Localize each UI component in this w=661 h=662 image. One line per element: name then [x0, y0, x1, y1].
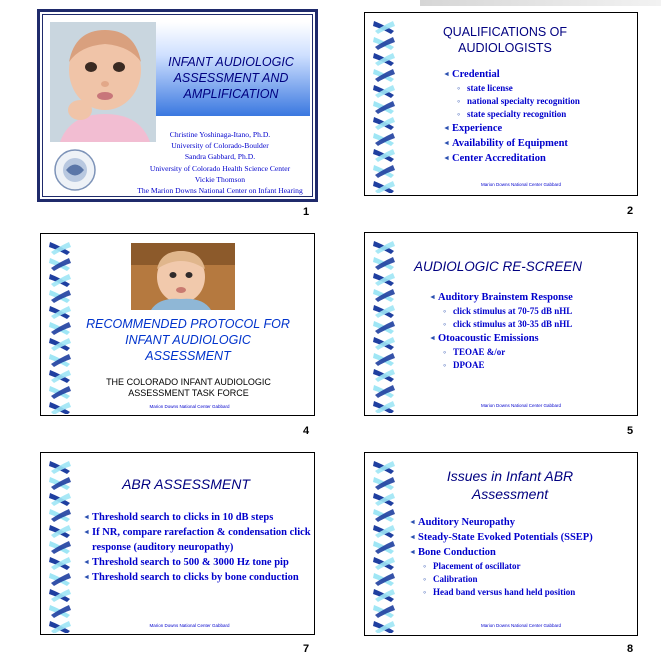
dna-helix-graphic — [371, 17, 397, 193]
slide-number: 2 — [627, 205, 634, 217]
slide-7-thumbnail[interactable] — [40, 452, 315, 635]
sub-bullet-item: ◦ TEOAE &/or — [429, 346, 634, 359]
bullet-item: ◄ Auditory Neuropathy — [409, 515, 634, 530]
slide-footer: Marion Downs National Center Gabbard — [480, 403, 562, 408]
bullet-item: ◄ Auditory Brainstem Response — [429, 290, 634, 305]
sub-bullet-item: ◦ DPOAE — [429, 359, 634, 372]
bullet-item: ◄ Experience — [443, 121, 638, 136]
dna-helix-graphic — [371, 457, 397, 633]
bullet-list — [409, 515, 634, 599]
bullet-item: ◄ Otoacoustic Emissions — [429, 331, 634, 346]
slide-footer: Marion Downs National Center Gabbard — [149, 404, 230, 409]
center-logo — [54, 149, 96, 191]
bullet-list — [443, 67, 638, 166]
bullet-list — [83, 510, 313, 585]
bullet-item: ◄ If NR, compare rarefaction & condensation click response (auditory neuropathy) — [83, 525, 313, 555]
credit-line: Christine Yoshinaga-Itano, Ph.D. — [169, 130, 271, 139]
sub-bullet-item: ◦ click stimulus at 70-75 dB nHL — [429, 305, 634, 318]
bullet-item: ◄ Availability of Equipment — [443, 136, 638, 151]
credit-line: Vickie Thomson — [194, 174, 246, 184]
sub-bullet-item: ◦ state specialty recognition — [443, 108, 638, 121]
slide-footer: Marion Downs National Center Gabbard — [480, 623, 562, 628]
sub-bullet-item: ◦ state license — [443, 82, 638, 95]
dna-helix-graphic — [47, 457, 73, 633]
slide-title: ABR ASSESSMENT — [122, 476, 250, 492]
credit-line: The Marion Downs National Center on Infant Hearing — [137, 186, 303, 196]
sub-bullet-item: ◦ Head band versus hand held position — [409, 586, 634, 599]
bullet-item: ◄ Steady-State Evoked Potentials (SSEP) — [409, 530, 634, 545]
slide-number: 1 — [303, 206, 310, 218]
bullet-item: ◄ Threshold search to clicks by bone conduction — [83, 570, 313, 585]
slide-title: QUALIFICATIONS OF AUDIOLOGISTS — [442, 25, 568, 55]
bullet-item: ◄ Bone Conduction — [409, 545, 634, 560]
slide-4-thumbnail[interactable] — [40, 233, 315, 416]
slide-footer: Marion Downs National Center Gabbard — [480, 182, 562, 187]
slide-5-thumbnail[interactable] — [364, 232, 638, 416]
credit-line: University of Colorado-Boulder — [171, 141, 269, 151]
slide-number: 7 — [303, 643, 310, 655]
slide-2-thumbnail[interactable] — [364, 12, 638, 196]
slide-number: 5 — [627, 425, 634, 437]
bullet-item: ◄ Threshold search to 500 & 3000 Hz tone pip — [83, 555, 313, 570]
bullet-item: ◄ Credential — [443, 67, 638, 82]
sub-bullet-item: ◦ click stimulus at 30-35 dB nHL — [429, 318, 634, 331]
credits-block — [122, 129, 318, 196]
sub-bullet-item: ◦ Calibration — [409, 573, 634, 586]
baby-photo — [131, 243, 235, 310]
slide-number: 8 — [627, 643, 634, 655]
bullet-item: ◄ Center Accreditation — [443, 151, 638, 166]
top-strip — [420, 0, 661, 6]
sub-bullet-item: ◦ national specialty recognition — [443, 95, 638, 108]
slide-8-thumbnail[interactable] — [364, 452, 638, 636]
slide-title: Issues in Infant ABR Assessment — [446, 468, 574, 502]
bullet-item: ◄ Threshold search to clicks in 10 dB steps — [83, 510, 313, 525]
credit-line: University of Colorado Health Science Center — [149, 163, 291, 173]
dna-helix-graphic — [371, 237, 397, 413]
sub-bullet-item: ◦ Placement of oscillator — [409, 560, 634, 573]
bullet-list — [429, 290, 634, 372]
baby-photo — [50, 22, 156, 142]
slide-title: AUDIOLOGIC RE-SCREEN — [413, 259, 583, 274]
slide-title: RECOMMENDED PROTOCOL FOR INFANT AUDIOLOGIC ASSESSMENT — [86, 317, 290, 363]
dna-helix-graphic — [47, 238, 73, 414]
slide-subtitle: THE COLORADO INFANT AUDIOLOGIC ASSESSMENT TASK FORCE — [106, 377, 271, 398]
slide-1-thumbnail[interactable] — [37, 9, 318, 202]
slide-title: INFANT AUDIOLOGIC ASSESSMENT AND AMPLIFICATION — [168, 55, 294, 101]
credit-line: Sandra Gabbard, Ph.D. — [184, 152, 256, 162]
slide-footer: Marion Downs National Center Gabbard — [149, 623, 230, 628]
slide-number: 4 — [303, 425, 310, 437]
